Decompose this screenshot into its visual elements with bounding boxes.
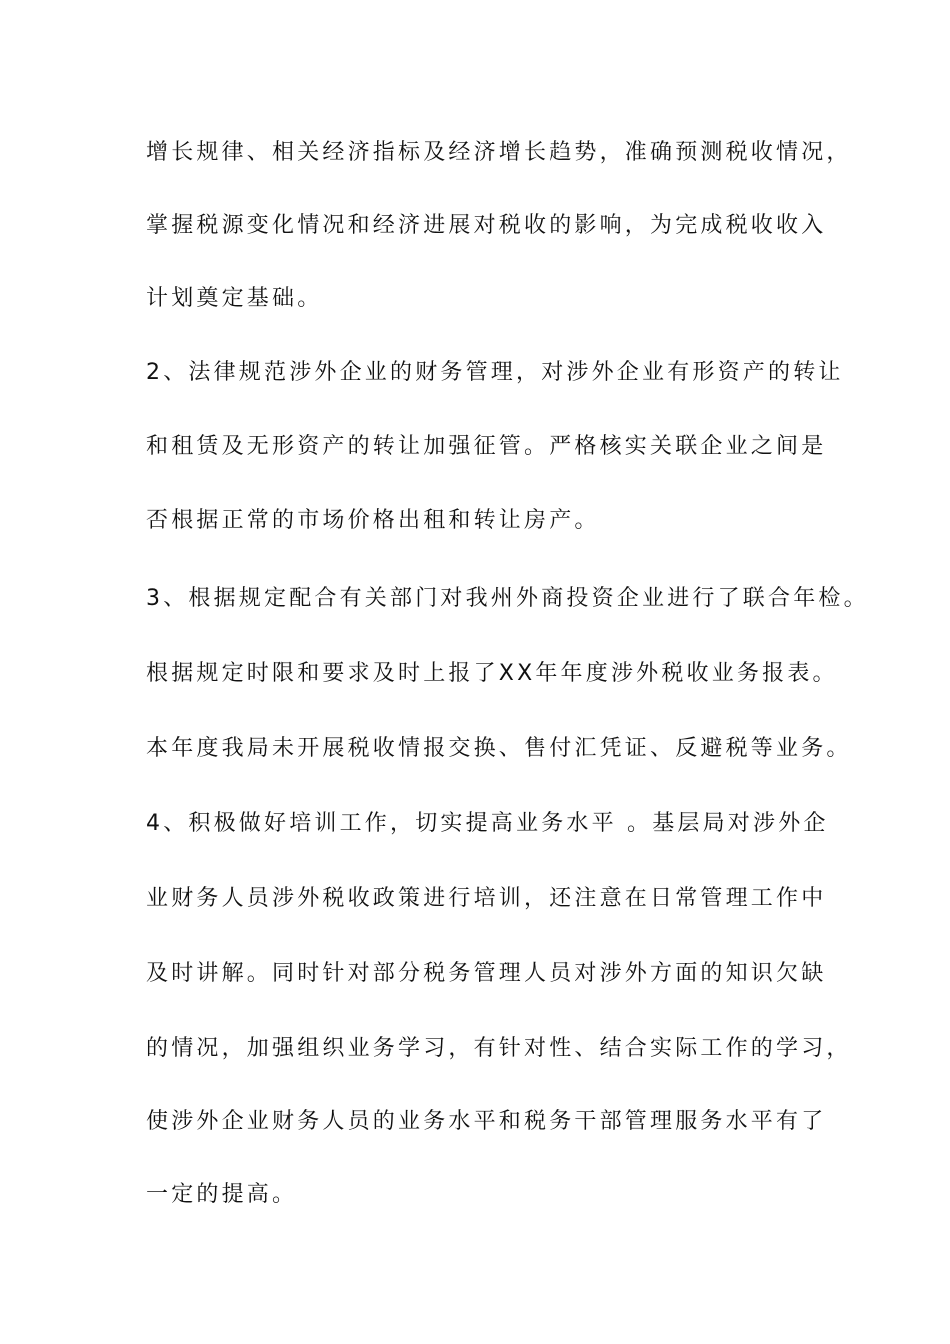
text-line: 及时讲解。同时针对部分税务管理人员对涉外方面的知识欠缺	[146, 961, 827, 986]
text-line: 本年度我局未开展税收情报交换、售付汇凭证、反避税等业务。	[146, 736, 852, 761]
text-line: 掌握税源变化情况和经济进展对税收的影响，为完成税收收入	[146, 213, 827, 238]
text-line: 的情况，加强组织业务学习，有针对性、结合实际工作的学习，	[146, 1036, 852, 1061]
text-line: 4、积极做好培训工作，切实提高业务水平 。基层局对涉外企	[146, 811, 829, 836]
text-line: 使涉外企业财务人员的业务水平和税务干部管理服务水平有了	[146, 1109, 827, 1134]
text-line: 业财务人员涉外税收政策进行培训，还注意在日常管理工作中	[146, 886, 827, 911]
text-line: 3、根据规定配合有关部门对我州外商投资企业进行了联合年检。	[146, 586, 869, 611]
text-line: 和租赁及无形资产的转让加强征管。严格核实关联企业之间是	[146, 434, 827, 459]
text-line: 增长规律、相关经济指标及经济增长趋势，准确预测税收情况，	[146, 140, 852, 165]
text-line: 一定的提高。	[146, 1182, 298, 1207]
text-line: 2、法律规范涉外企业的财务管理，对涉外企业有形资产的转让	[146, 360, 844, 385]
text-line: 计划奠定基础。	[146, 286, 323, 311]
text-line: 根据规定时限和要求及时上报了XX年年度涉外税收业务报表。	[146, 661, 838, 686]
text-line: 否根据正常的市场价格出租和转让房产。	[146, 508, 600, 533]
